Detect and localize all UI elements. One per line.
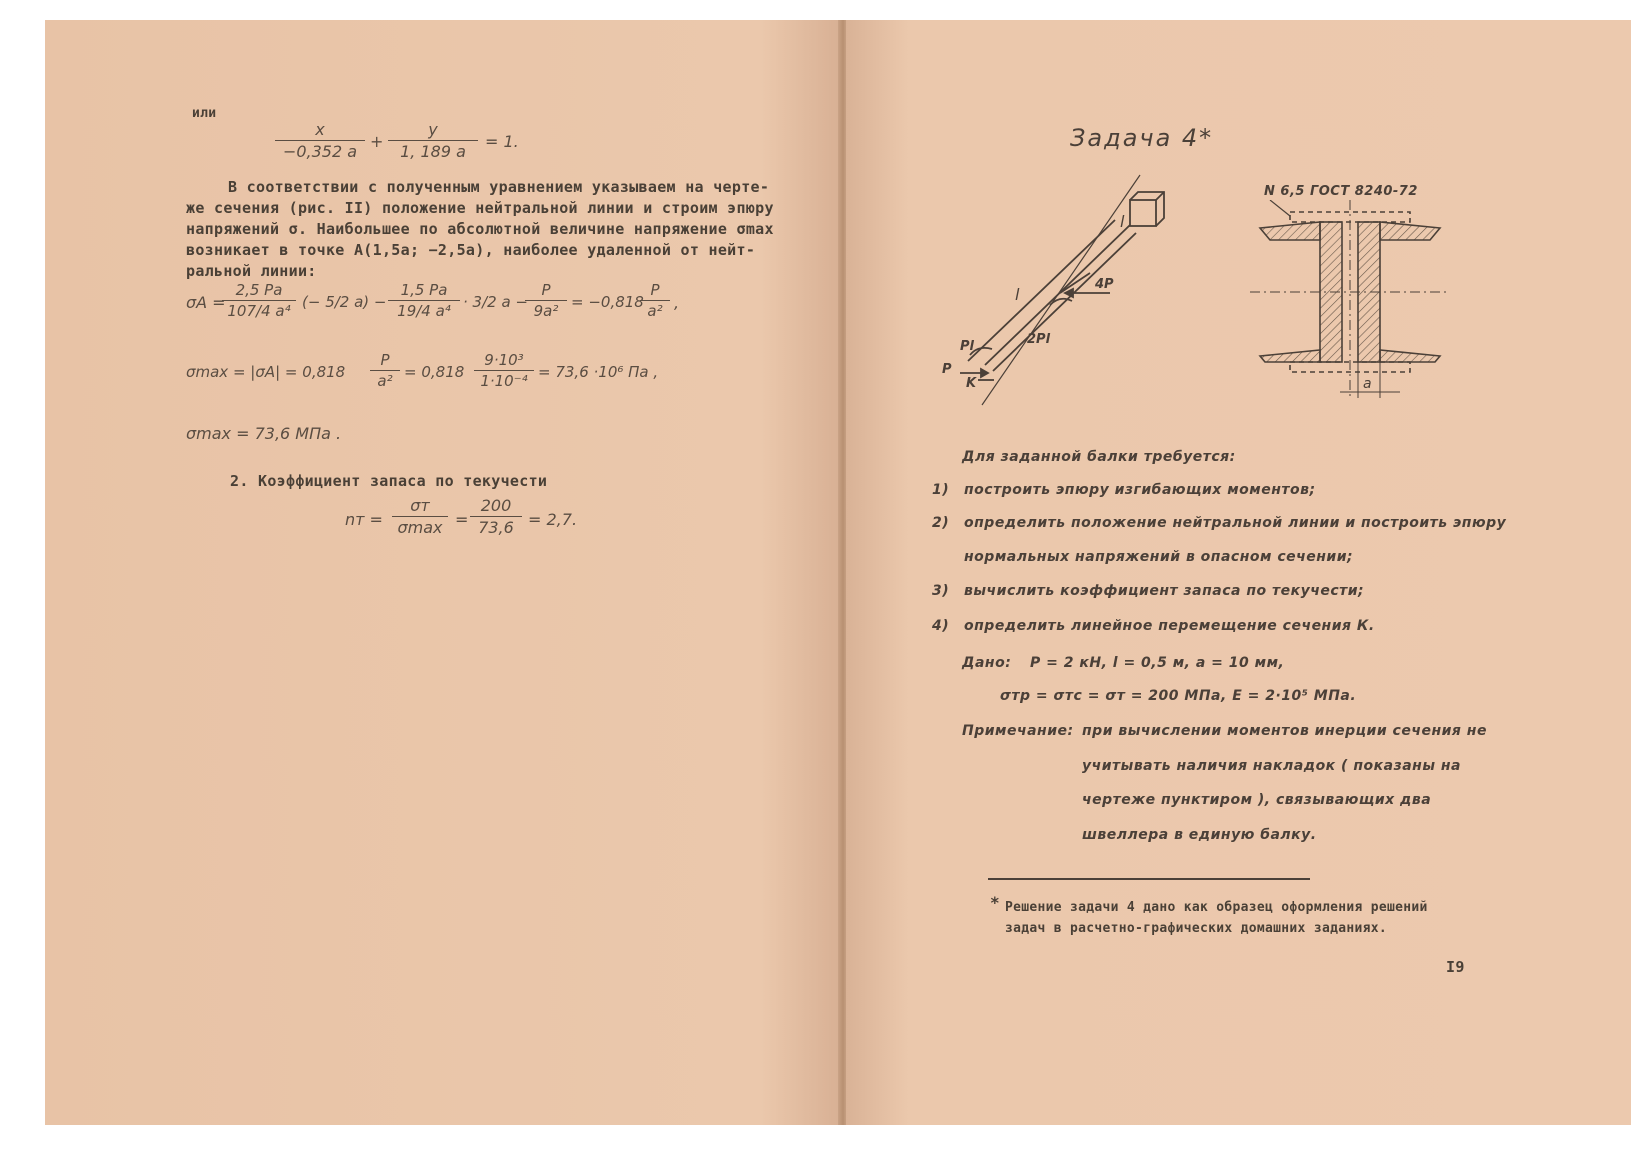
eq1-y-fraction: [388, 120, 478, 161]
footnote-line: Решение задачи 4 дано как образец оформления решений: [1005, 900, 1428, 915]
gost-label: N 6,5 ГОСТ 8240-72: [1264, 184, 1418, 199]
eq2-fraction-3: [525, 281, 567, 320]
eq4: σmax = 73,6 МПа .: [186, 424, 342, 443]
label-l-top: l: [1120, 212, 1125, 231]
para1-line: ральной линии:: [186, 262, 317, 280]
eq3-f2-den: 1·10⁻⁴: [480, 372, 528, 390]
eq2-mid3: = −0,818: [571, 293, 644, 311]
eq1-y-den: 1, 189 a: [400, 142, 466, 161]
eq3-mid: = 0,818: [404, 363, 465, 381]
label-moment-pl: Pl: [960, 339, 974, 354]
eq1-rhs: = 1.: [485, 132, 519, 151]
item-number: 1): [932, 482, 950, 498]
para1-line: же сечения (рис. II) положение нейтральной линии и строим эпюру: [186, 199, 774, 217]
cross-section-drawing: [1250, 200, 1450, 415]
item-text: построить эпюру изгибающих моментов;: [964, 482, 1316, 498]
beam-diagram: [930, 165, 1190, 415]
eq2-f1-num: 2,5 Pa: [222, 281, 296, 301]
footnote-line: задач в расчетно-графических домашних заданиях.: [1005, 921, 1387, 936]
eq3-f2-num: 9·10³: [474, 351, 534, 371]
footnote-rule: [988, 878, 1310, 880]
eq3-f1-den: a²: [377, 372, 393, 390]
para1-line: В соответствии с полученным уравнением указываем на черте-: [228, 178, 770, 196]
note-line: швеллера в единую балку.: [1082, 827, 1317, 843]
eq2-fraction-2: [388, 281, 460, 320]
eq2-mid1: (− 5/2 a) −: [302, 293, 387, 311]
eq3-fraction-2: [474, 351, 534, 390]
eq2-f3-num: P: [525, 281, 567, 301]
eq2-f2-num: 1,5 Pa: [388, 281, 460, 301]
eq3-fraction-1: [370, 351, 400, 390]
eq5-f2-den: 73,6: [478, 518, 514, 537]
eq2-tail: ,: [674, 293, 680, 312]
eq1-plus: +: [370, 132, 384, 151]
eq3-f1-num: P: [370, 351, 400, 371]
eq5-f2-num: 200: [470, 496, 522, 517]
eq2-f2-den: 19/4 a⁴: [397, 302, 451, 320]
item-number: 2): [932, 515, 950, 531]
eq2-mid2: · 3/2 a −: [463, 293, 528, 311]
item-text: вычислить коэффициент запаса по текучести;: [964, 583, 1365, 599]
eq2-f4-den: a²: [647, 302, 663, 320]
section2-heading: 2. Коэффициент запаса по текучести: [230, 472, 548, 490]
eq2-f3-den: 9a²: [533, 302, 559, 320]
eq5-equals: =: [455, 510, 469, 529]
problem-title: Задача 4*: [1070, 124, 1214, 152]
label-force-4p: 4P: [1095, 277, 1114, 292]
note-label: Примечание:: [962, 723, 1074, 739]
given-label: Дано:: [962, 655, 1012, 671]
eq3-lhs: σmax = |σA| = 0,818: [186, 363, 346, 381]
eq5-lhs: nт =: [345, 510, 383, 529]
eq1-y-num: y: [388, 120, 478, 141]
given-line-2: σтр = σтс = σт = 200 МПа, E = 2·10⁵ МПа.: [1000, 688, 1357, 704]
intro-word: или: [192, 106, 217, 121]
footnote-mark: *: [990, 893, 1000, 912]
label-point-k: K: [966, 376, 977, 391]
given-line-1: P = 2 кН, l = 0,5 м, a = 10 мм,: [1030, 655, 1285, 671]
para1-line: возникает в точке A(1,5a; −2,5a), наиболее удаленной от нейт-: [186, 241, 756, 259]
note-line: при вычислении моментов инерции сечения не: [1082, 723, 1487, 739]
note-line: учитывать наличия накладок ( показаны на: [1082, 758, 1461, 774]
eq1-x-den: −0,352 a: [282, 142, 358, 161]
eq2-fraction-4: [640, 281, 670, 320]
label-moment-2pl: 2Pl: [1027, 332, 1051, 347]
eq5-rhs: = 2,7.: [528, 510, 578, 529]
eq1-x-fraction: [275, 120, 365, 161]
item-text: нормальных напряжений в опасном сечении;: [964, 549, 1354, 565]
note-line: чертеже пунктиром ), связывающих два: [1082, 792, 1432, 808]
eq5-fraction-1: [392, 496, 448, 537]
para1-line: напряжений σ. Наибольшее по абсолютной величине напряжение σmax: [186, 220, 774, 238]
eq5-f1-num: σт: [392, 496, 448, 517]
eq1-x-num: x: [275, 120, 365, 141]
eq2-fraction-1: [222, 281, 296, 320]
label-dim-a: a: [1363, 376, 1372, 392]
label-force-p: P: [942, 362, 952, 377]
item-text: определить положение нейтральной линии и построить эпюру: [964, 515, 1507, 531]
eq2-f4-num: P: [640, 281, 670, 301]
eq5-fraction-2: [470, 496, 522, 537]
eq2-lhs: σA =: [186, 293, 226, 312]
eq3-rhs: = 73,6 ·10⁶ Па ,: [538, 363, 659, 381]
label-l-mid: l: [1015, 285, 1020, 304]
eq5-f1-den: σmax: [397, 518, 443, 537]
item-number: 4): [932, 618, 950, 634]
page-number: I9: [1446, 958, 1465, 976]
item-text: определить линейное перемещение сечения К.: [964, 618, 1375, 634]
item-number: 3): [932, 583, 950, 599]
requirement-intro: Для заданной балки требуется:: [962, 449, 1236, 465]
eq2-f1-den: 107/4 a⁴: [227, 302, 291, 320]
